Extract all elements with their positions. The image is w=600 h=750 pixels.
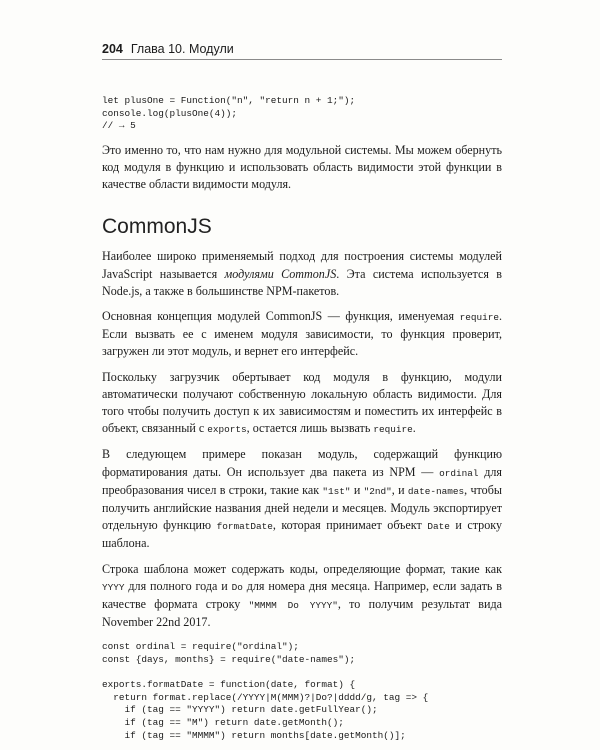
paragraph-commonjs-intro: Наиболее широко применяемый подход для построения системы модулей JavaScript называется модулями CommonJS. Эта система используется в Node.js, а также в большинстве NPM-пакетов. <box>102 249 502 298</box>
inline-code-formatdate: formatDate <box>216 521 273 533</box>
paragraph-loader: Поскольку загрузчик обертывает код модуля в функцию, модули автоматически получают собственную локальную область видимости. Для того чтобы получить доступ к их зависимостям и поместить их интерфейс в объект, связанный с exports, остается лишь вызвать require. <box>102 369 502 436</box>
inline-code-date: Date <box>427 521 450 533</box>
inline-code-do: Do <box>231 581 243 593</box>
inline-code-2nd: "2nd" <box>363 485 392 497</box>
inline-code-require-2: require <box>373 424 413 436</box>
paragraph-module-scope: Это именно то, что нам нужно для модульной системы. Мы можем обернуть код модуля в функцию и использовать область видимости этой функции в качестве области видимости модуля. <box>102 142 502 192</box>
inline-code-exports: exports <box>207 424 247 436</box>
paragraph-format-string: Строка шаблона может содержать коды, определяющие формат, такие как YYYY для полного года и Do для номера дня месяца. Например, если задать в качестве формата строку "MMMM Do YYYY", то получим результат вида November 22nd 2017. <box>102 561 502 630</box>
inline-code-mmmm-do-yyyy: "MMMM Do YYYY" <box>248 600 338 612</box>
section-title: CommonJS <box>102 215 212 239</box>
inline-code-1st: "1st" <box>322 485 351 497</box>
code-block-formatdate: const ordinal = require("ordinal"); const {days, months} = require("date-names"); exports.formatDate = function(date, format) { return format.replace(/YYYY|M(MMM)?|Do?|dddd/g, tag => { if (tag == "YYYY") return date.getFullYear(); if (tag == "M") return date.getMonth(); if (tag == "MMMM") return months[date.getMonth()]; <box>102 641 429 741</box>
chapter-title: Глава 10. Модули <box>130 42 234 56</box>
inline-code-date-names: date-names <box>407 485 465 497</box>
paragraph-require-concept: Основная концепция модулей CommonJS — функция, именуемая require. Если вызвать ее с именем модуля зависимости, то функция проверит, загружен ли этот модуль, и вернет его интерфейс. <box>102 309 502 359</box>
inline-code-yyyy: YYYY <box>102 581 125 593</box>
book-page <box>102 42 502 742</box>
page-number: 204 <box>102 42 123 56</box>
running-header <box>102 42 502 60</box>
inline-code-require: require <box>459 312 499 323</box>
code-block-plusone: let plusOne = Function("n", "return n + 1;"); console.log(plusOne(4)); // → 5 <box>102 95 356 132</box>
inline-code-ordinal: ordinal <box>439 467 479 479</box>
emphasis-commonjs: модулями CommonJS <box>224 266 337 281</box>
paragraph-example-module: В следующем примере показан модуль, содержащий функцию форматирования даты. Он использует два пакета из NPM — ordinal для преобразования чисел в строки, такие как "1st" и "2nd", и date-names, чтобы получить английские названия дней недели и месяцев. Модуль экспортирует отдельную функцию formatDate, которая принимает объект Date и строку шаблона. <box>102 447 503 551</box>
